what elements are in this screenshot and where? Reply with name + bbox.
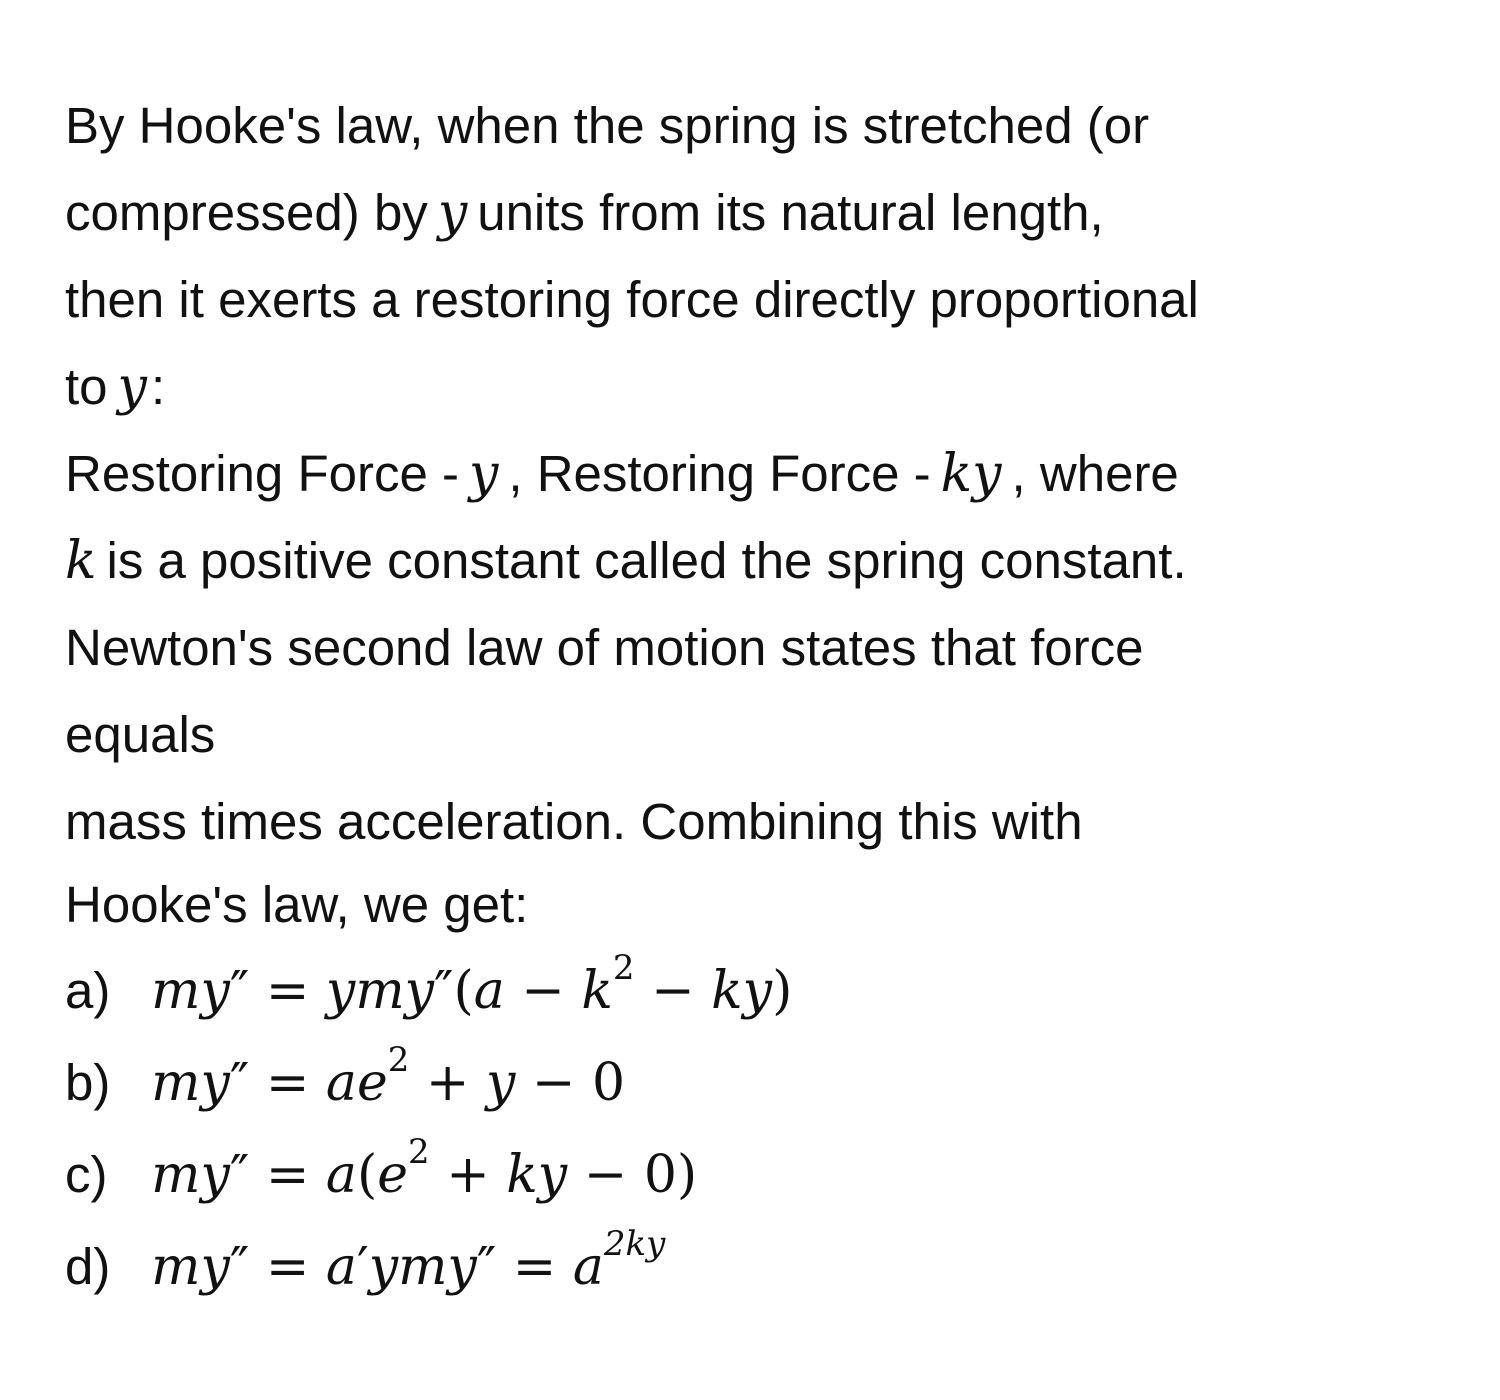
text-segment: Restoring Force - — [65, 445, 459, 502]
option-expression: $my'' = ymy''(a - k^2 - ky)$ — [151, 948, 793, 1021]
math-k: k — [65, 531, 97, 591]
option-d[interactable] — [65, 1221, 1445, 1313]
paragraph-line — [65, 778, 1445, 865]
math-y: y — [437, 183, 468, 243]
option-label: d) — [65, 1238, 111, 1295]
text-segment: Newton's second law of motion states that force — [65, 619, 1144, 676]
option-a[interactable] — [65, 945, 1445, 1037]
text-segment: equals — [65, 706, 216, 763]
option-label: b) — [65, 1054, 111, 1111]
paragraph-line — [65, 169, 1445, 256]
paragraph-line — [65, 430, 1445, 517]
option-expression: $my'' = ae^2 + y - 0$ — [151, 1040, 626, 1113]
paragraph-line — [65, 604, 1445, 691]
option-expression: $my'' = a'ymy'' = a^{2ky}$ — [151, 1224, 666, 1297]
paragraph-line — [65, 865, 1445, 945]
text-segment: units from its natural length, — [477, 184, 1104, 241]
text-segment: , Restoring Force - — [508, 445, 931, 502]
option-c[interactable] — [65, 1129, 1445, 1221]
option-expression: $my'' = a(e^2$ + ky − 0) — [151, 1132, 698, 1205]
math-ky: ky — [940, 444, 1002, 504]
text-segment: , where — [1011, 445, 1179, 502]
paragraph-line — [65, 691, 1445, 778]
option-b[interactable] — [65, 1037, 1445, 1129]
math-y: y — [468, 444, 499, 504]
text-segment: is a positive constant called the spring constant. — [106, 532, 1187, 589]
text-segment: compressed) by — [65, 184, 428, 241]
option-label: c) — [65, 1146, 108, 1203]
text-segment: : — [150, 358, 166, 415]
text-segment: By Hooke's law, when the spring is stretched (or — [65, 97, 1150, 154]
paragraph-line — [65, 256, 1445, 343]
paragraph-line — [65, 517, 1445, 604]
option-label: a) — [65, 962, 111, 1019]
math-y: y — [117, 357, 147, 417]
paragraph-line — [65, 343, 1445, 430]
text-segment: mass times acceleration. Combining this with — [65, 793, 1083, 850]
problem-text — [65, 82, 1445, 1313]
paragraph-line — [65, 82, 1445, 169]
text-segment: Hooke's law, we get: — [65, 876, 529, 933]
text-segment: to — [65, 358, 108, 415]
text-segment: then it exerts a restoring force directly proportional — [65, 271, 1199, 328]
